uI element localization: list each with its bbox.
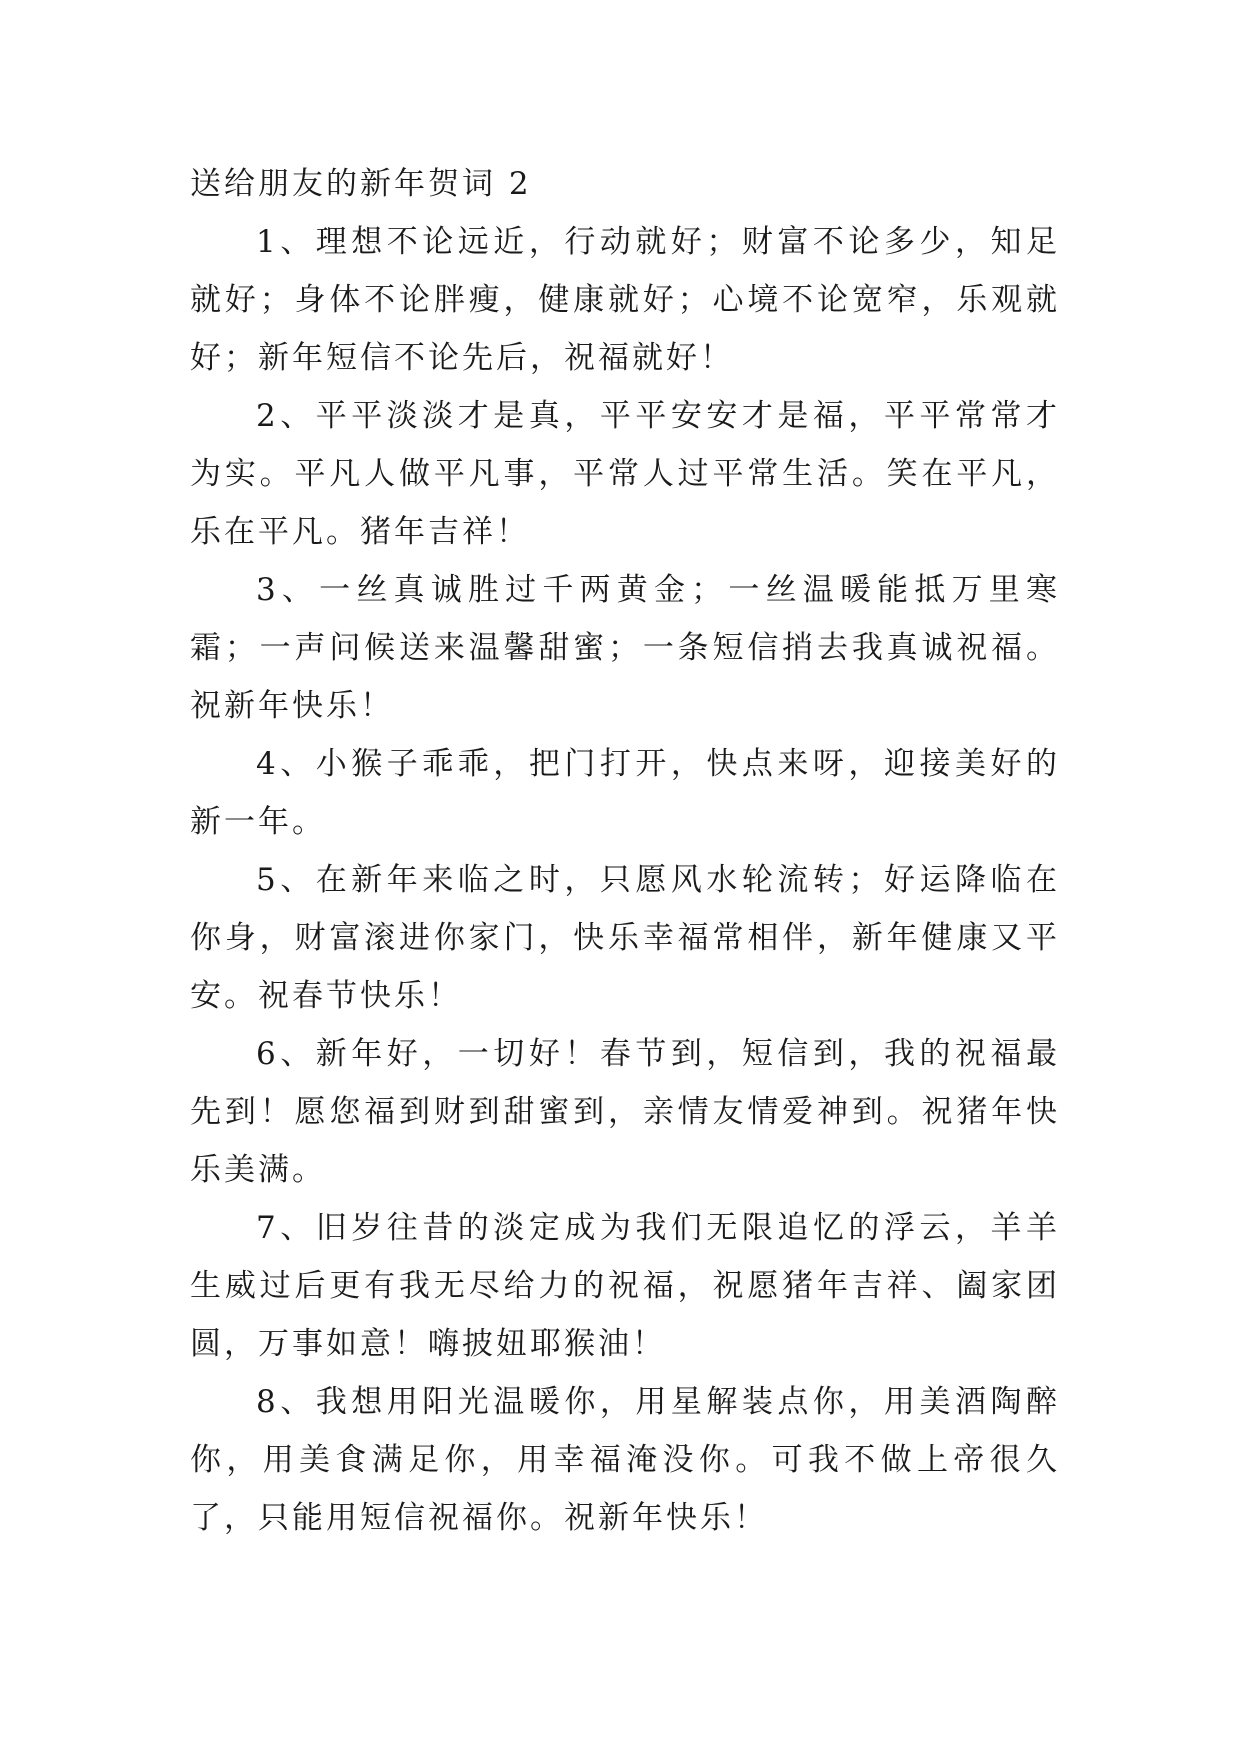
greeting-paragraph-3: 3、一丝真诚胜过千两黄金；一丝温暖能抵万里寒霜；一声问候送来温馨甜蜜；一条短信捎去我真诚祝福。祝新年快乐！ [190, 572, 1060, 724]
greeting-paragraph-4: 4、小猴子乖乖，把门打开，快点来呀，迎接美好的新一年。 [190, 746, 1060, 840]
document-page [190, 155, 1060, 1547]
greeting-paragraph-5: 5、在新年来临之时，只愿风水轮流转；好运降临在你身，财富滚进你家门，快乐幸福常相伴，新年健康又平安。祝春节快乐！ [190, 862, 1060, 1014]
greeting-paragraph-1: 1、理想不论远近，行动就好；财富不论多少，知足就好；身体不论胖瘦，健康就好；心境不论宽窄，乐观就好；新年短信不论先后，祝福就好！ [190, 224, 1060, 376]
document-title: 送给朋友的新年贺词 2 [190, 166, 532, 202]
greeting-paragraph-8: 8、我想用阳光温暖你，用星解装点你，用美酒陶醉你，用美食满足你，用幸福淹没你。可我不做上帝很久了，只能用短信祝福你。祝新年快乐！ [190, 1384, 1060, 1536]
greeting-paragraph-2: 2、平平淡淡才是真，平平安安才是福，平平常常才为实。平凡人做平凡事，平常人过平常生活。笑在平凡，乐在平凡。猪年吉祥！ [190, 398, 1060, 550]
greeting-paragraph-6: 6、新年好，一切好！春节到，短信到，我的祝福最先到！愿您福到财到甜蜜到，亲情友情爱神到。祝猪年快乐美满。 [190, 1036, 1060, 1188]
greeting-paragraph-7: 7、旧岁往昔的淡定成为我们无限追忆的浮云，羊羊生威过后更有我无尽给力的祝福，祝愿猪年吉祥、阖家团圆，万事如意！嗨披妞耶猴油！ [190, 1210, 1060, 1362]
